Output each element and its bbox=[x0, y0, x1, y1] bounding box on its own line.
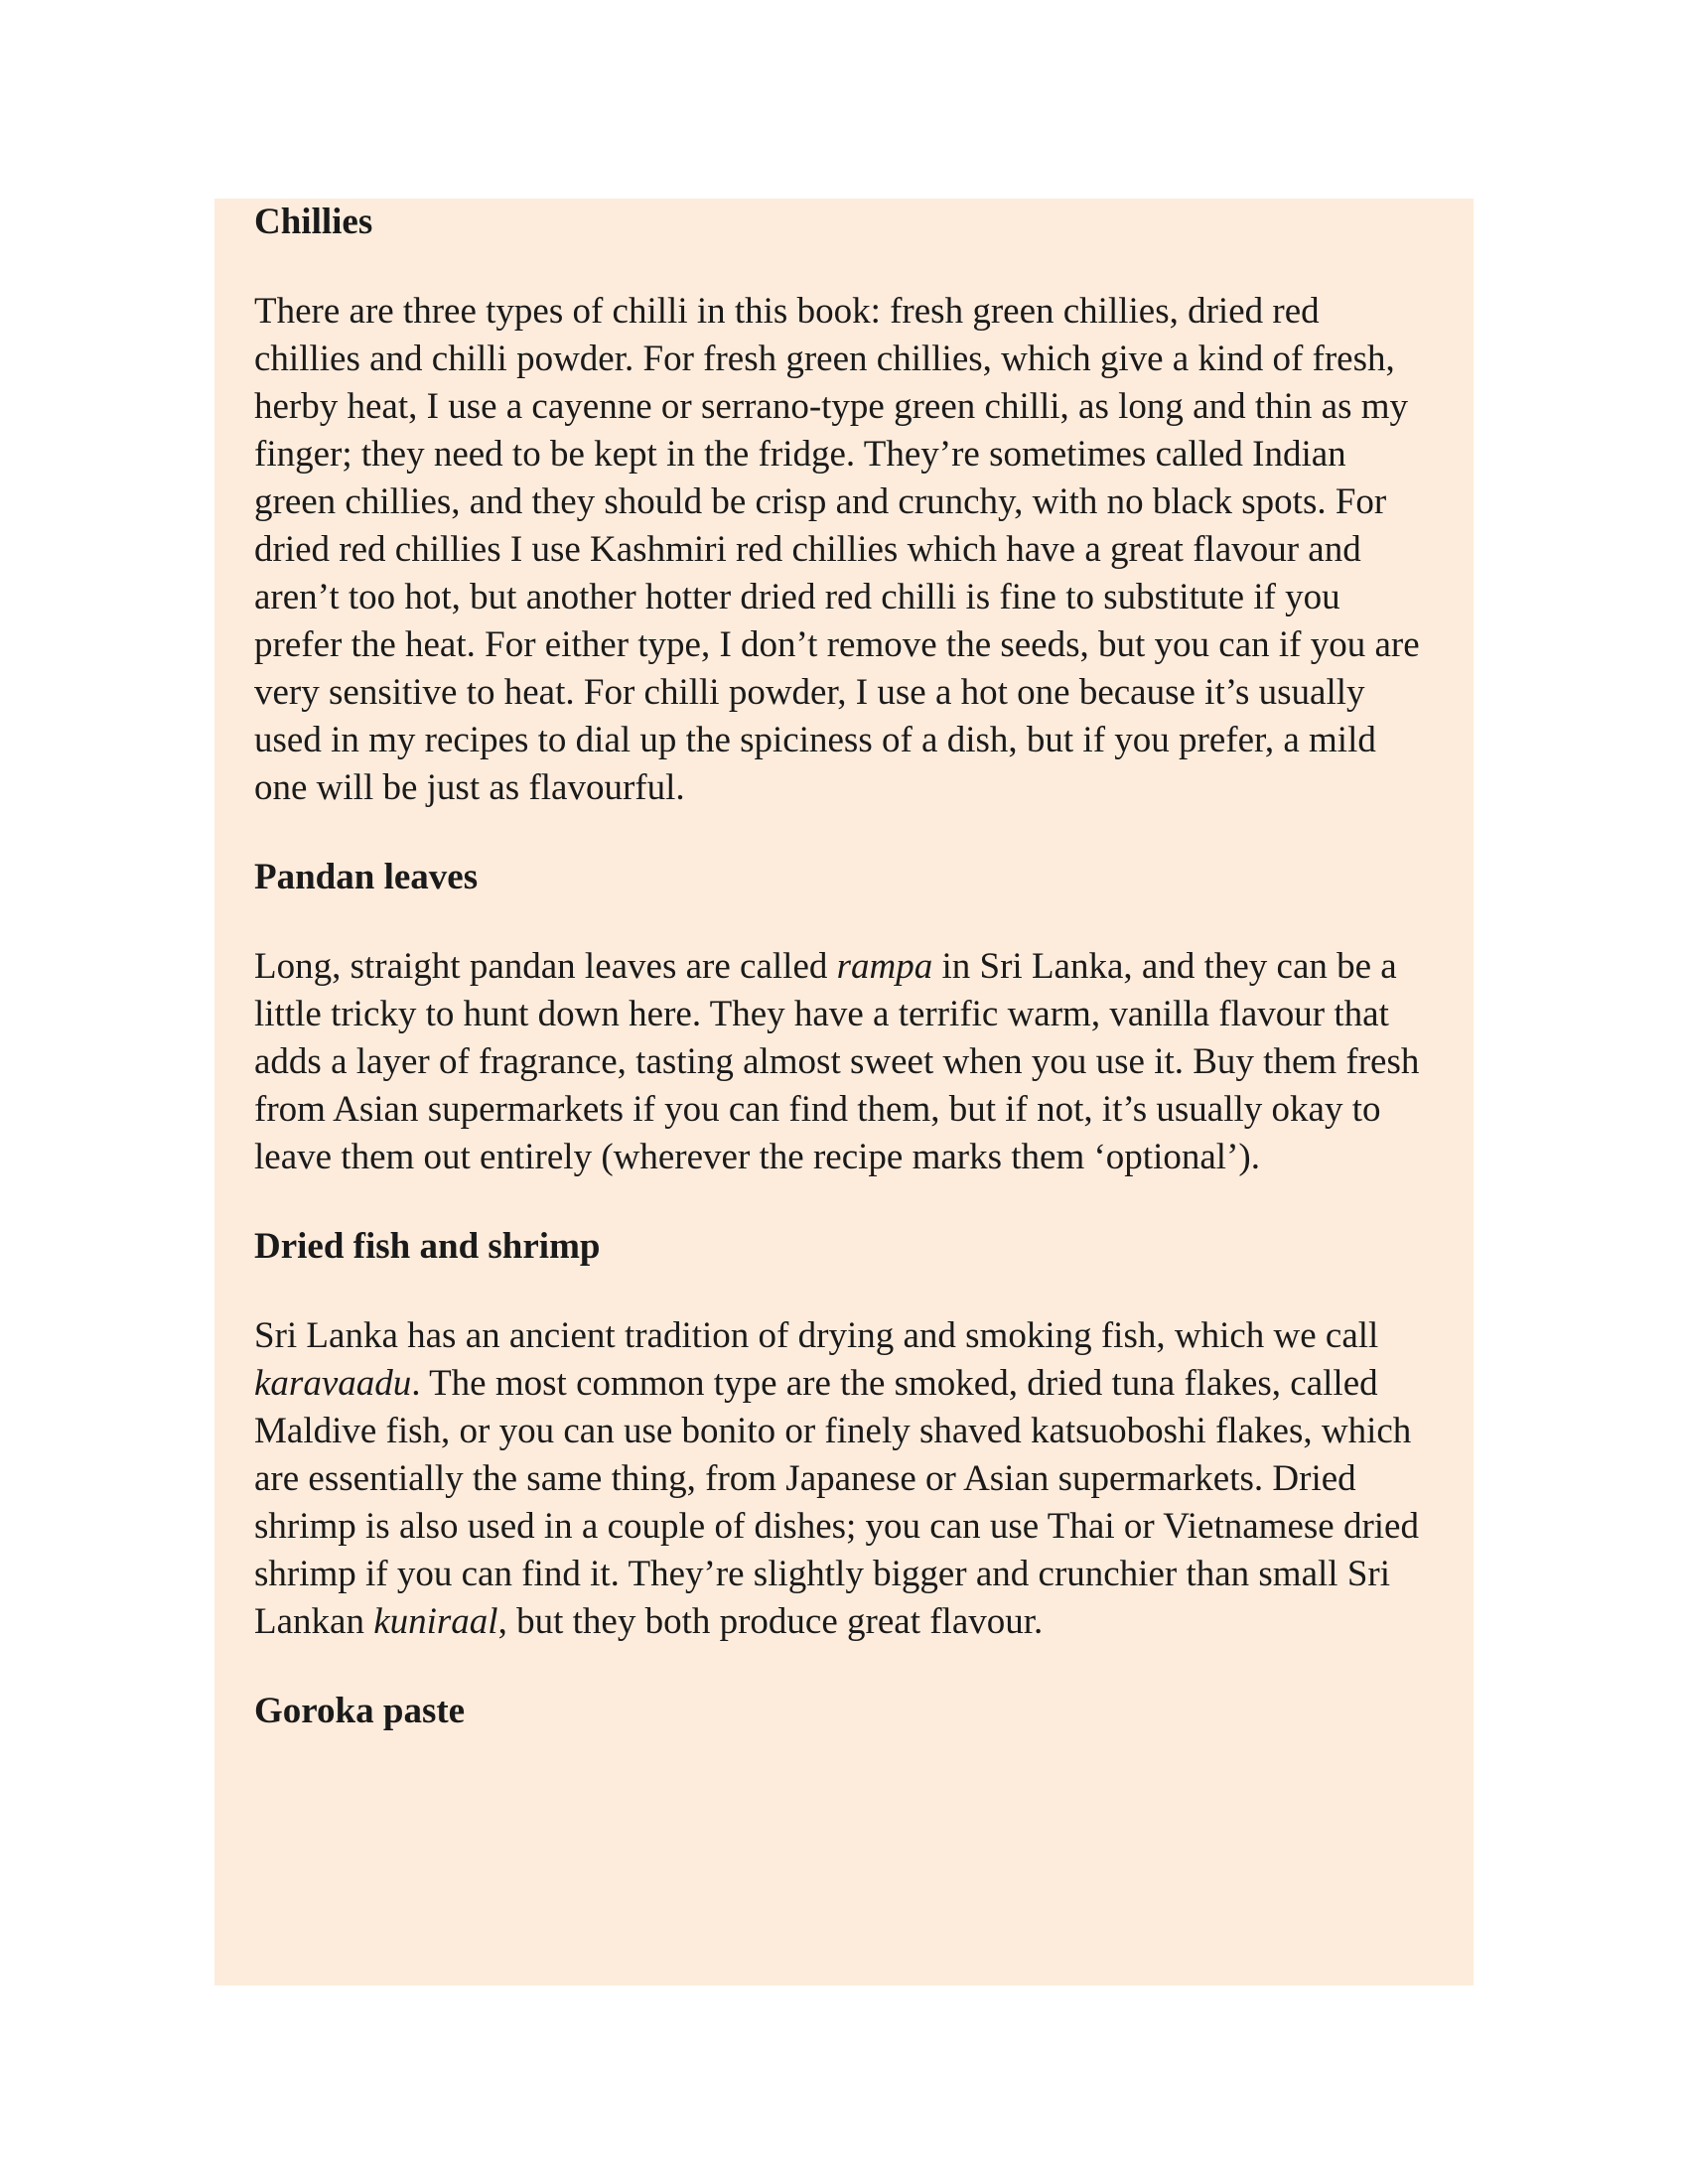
paragraph-text: . The most common type are the smoked, dried tuna flakes, called Maldive fish, or you can use bonito or finely shaved katsuoboshi flakes, which are essentially the same thing, from Japanese or Asian supermarkets. Dried shrimp is also used in a couple of dishes; you can use Thai or Vietnamese dried shrimp if you can find it. They’re slightly bigger and crunchier than small Sri Lankan bbox=[254, 1363, 1419, 1642]
section-heading-chillies: Chillies bbox=[254, 202, 373, 242]
paragraph-pandan-leaves bbox=[254, 943, 1434, 1181]
content-panel bbox=[214, 199, 1474, 1985]
italic-term-karavaadu: karavaadu bbox=[254, 1363, 412, 1404]
section-heading-dried-fish-and-shrimp: Dried fish and shrimp bbox=[254, 1226, 601, 1267]
paragraph-text: , but they both produce great flavour. bbox=[497, 1601, 1044, 1642]
paragraph-text: Sri Lanka has an ancient tradition of drying and smoking fish, which we call bbox=[254, 1315, 1379, 1356]
paragraph-text: There are three types of chilli in this book: fresh green chillies, dried red chillies and chilli powder. For fresh green chillies, which give a kind of fresh, herby heat, I use a cayenne or serrano-type green chilli, as long and thin as my finger; they need to be kept in the fridge. They’re sometimes called Indian green chillies, and they should be crisp and crunchy, with no black spots. For dried red chillies I use Kashmiri red chillies which have a great flavour and aren’t too hot, but another hotter dried red chilli is fine to substitute if you prefer the heat. For either type, I don’t remove the seeds, but you can if you are very sensitive to heat. For chilli powder, I use a hot one because it’s usually used in my recipes to dial up the spiciness of a dish, but if you prefer, a mild one will be just as flavourful. bbox=[254, 291, 1420, 808]
paragraph-text: in Sri Lanka, and they can be a little tricky to hunt down here. They have a terrific warm, vanilla flavour that adds a layer of fragrance, tasting almost sweet when you use it. Buy them fresh from Asian supermarkets if you can find them, but if not, it’s usually okay to leave them out entirely (wherever the recipe marks them ‘optional’). bbox=[254, 946, 1420, 1177]
paragraph-dried-fish-and-shrimp bbox=[254, 1312, 1434, 1646]
paragraph-text: Long, straight pandan leaves are called bbox=[254, 946, 837, 987]
italic-term-rampa: rampa bbox=[836, 946, 933, 987]
italic-term-kuniraal: kuniraal bbox=[373, 1601, 498, 1642]
section-heading-goroka-paste: Goroka paste bbox=[254, 1691, 466, 1731]
section-heading-pandan-leaves: Pandan leaves bbox=[254, 857, 479, 897]
paragraph-chillies bbox=[254, 288, 1434, 812]
